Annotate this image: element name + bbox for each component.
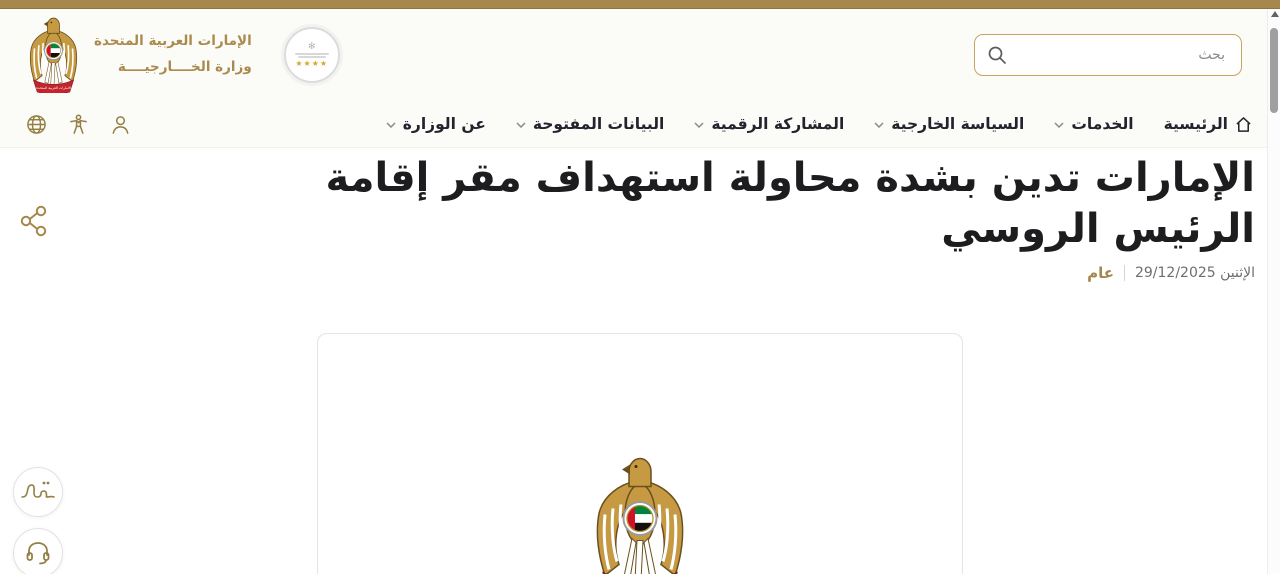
accessibility-icon[interactable] xyxy=(67,113,89,135)
utility-icons xyxy=(25,113,131,135)
chevron-down-icon xyxy=(694,122,704,128)
nav-item-label: عن الوزارة xyxy=(402,115,486,133)
article-category: عام xyxy=(1087,263,1114,282)
nav-item-services[interactable] xyxy=(1054,115,1133,133)
support-headset-button[interactable] xyxy=(13,528,63,574)
digital-assistant-button[interactable] xyxy=(13,467,63,517)
home-icon xyxy=(1235,116,1252,133)
article-meta xyxy=(0,264,1255,282)
ministry-logo-link[interactable] xyxy=(25,17,252,93)
chevron-down-icon xyxy=(1054,122,1064,128)
ministry-name-line: وزارة الخــــارجيــــة xyxy=(117,59,252,75)
search-icon[interactable] xyxy=(987,45,1007,65)
country-name-line: الإمارات العربية المتحدة xyxy=(94,33,252,50)
language-globe-icon[interactable] xyxy=(25,113,47,135)
badge-microtext-line xyxy=(295,53,329,55)
site-search xyxy=(974,34,1242,76)
nav-item-label: البيانات المفتوحة xyxy=(532,115,665,133)
nav-item-label: الرئيسية xyxy=(1163,115,1228,133)
article-title: الإمارات تدين بشدة محاولة استهداف مقر إقامة الرئيس الروسي xyxy=(325,155,1255,252)
article-date: الإثنين 29/12/2025 xyxy=(1134,264,1255,281)
uae-coat-of-arms-logo xyxy=(25,17,82,93)
nav-item-label: السياسة الخارجية xyxy=(891,115,1025,133)
main-nav xyxy=(0,101,1280,148)
nav-item-about-ministry[interactable] xyxy=(386,115,486,133)
user-profile-icon[interactable] xyxy=(109,113,131,135)
chevron-down-icon xyxy=(516,122,526,128)
site-header xyxy=(0,9,1280,101)
nav-menu xyxy=(386,115,1252,133)
nav-item-label: المشاركة الرقمية xyxy=(711,115,845,133)
article-body-card xyxy=(317,333,963,574)
article-page xyxy=(0,153,1280,574)
headset-icon xyxy=(24,539,52,567)
search-input[interactable] xyxy=(974,34,1242,76)
four-star-rating-badge xyxy=(284,27,340,83)
nav-item-label: الخدمات xyxy=(1071,115,1134,133)
badge-microtext-line xyxy=(298,56,326,58)
uae-coat-of-arms-image xyxy=(590,454,690,574)
chevron-down-icon xyxy=(386,122,396,128)
badge-stars: ★★★★ xyxy=(295,58,329,68)
chevron-down-icon xyxy=(874,122,884,128)
ministry-name xyxy=(94,29,252,80)
nav-item-foreign-policy[interactable] xyxy=(874,115,1024,133)
badge-emblem-icon: ✻ xyxy=(307,41,316,52)
nav-item-digital-participation[interactable] xyxy=(694,115,844,133)
top-accent-bar xyxy=(0,0,1280,9)
floating-action-buttons xyxy=(13,467,63,574)
nav-item-home[interactable] xyxy=(1164,115,1252,133)
meta-divider xyxy=(1124,265,1125,281)
nav-item-open-data[interactable] xyxy=(516,115,665,133)
scrollbar-thumb[interactable] xyxy=(1270,28,1278,113)
assistant-signature-icon xyxy=(21,479,55,505)
page-scrollbar[interactable] xyxy=(1267,0,1280,574)
share-button[interactable] xyxy=(20,205,48,237)
scrollbar-up-arrow[interactable] xyxy=(1271,11,1279,17)
